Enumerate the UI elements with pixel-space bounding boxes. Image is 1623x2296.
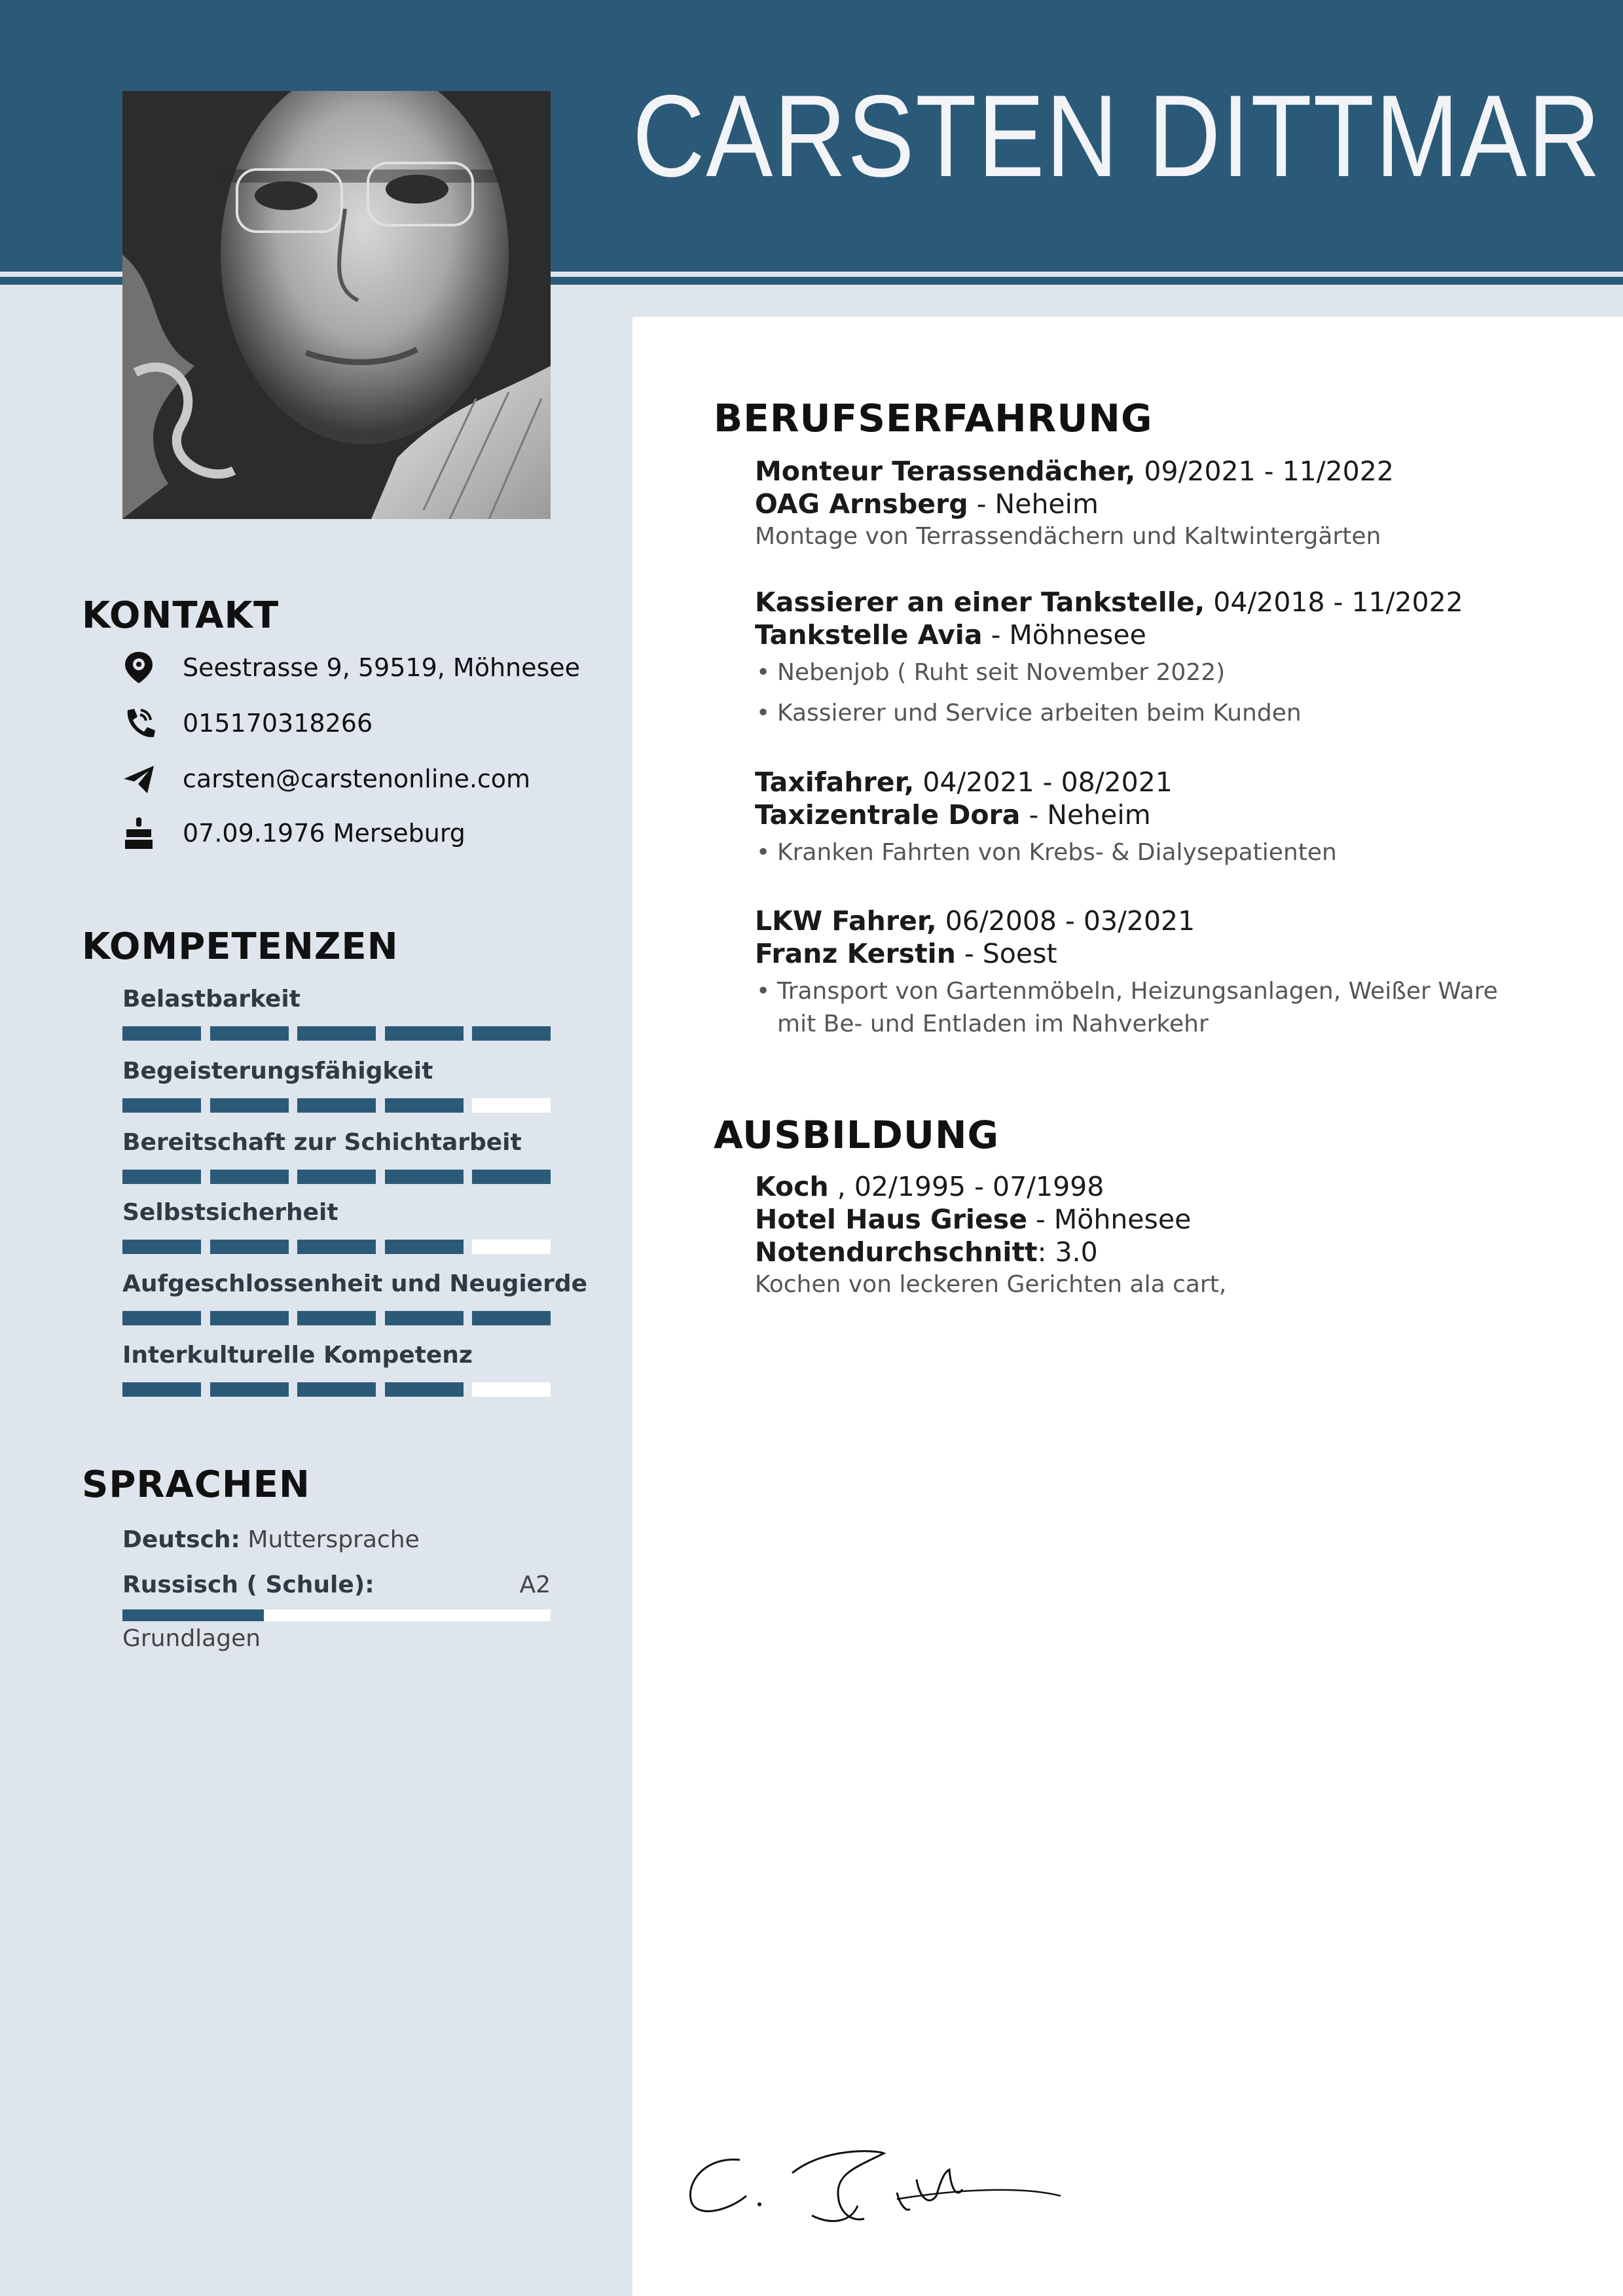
skill-label: Interkulturelle Kompetenz: [122, 1342, 473, 1369]
grade-label: Notendurchschnitt: [755, 1236, 1038, 1268]
skill-segment: [472, 1170, 551, 1184]
skill-label: Selbstsicherheit: [122, 1199, 338, 1226]
experience-entry: [755, 586, 1527, 738]
grade-value: : 3.0: [1037, 1236, 1098, 1268]
job-bullet: • Nebenjob ( Ruht seit November 2022): [755, 656, 1527, 689]
job-bullet: • Transport von Gartenmöbeln, Heizungsanlagen, Weißer Ware mit Be- und Entladen im Nahverkehr: [755, 975, 1527, 1041]
skills-heading: KOMPETENZEN: [82, 925, 399, 968]
experience-entry: [755, 455, 1527, 553]
skill-segment: [385, 1311, 464, 1325]
skill-segment: [472, 1382, 551, 1397]
skill-segment: [297, 1026, 376, 1041]
skill-label: Belastbarkeit: [122, 986, 301, 1013]
birthday-cake-icon: [122, 815, 155, 852]
phone-text: 015170318266: [183, 709, 373, 738]
skill-label: Bereitschaft zur Schichtarbeit: [122, 1129, 522, 1156]
address-text: Seestrasse 9, 59519, Möhnesee: [183, 653, 581, 682]
experience-heading: BERUFSERFAHRUNG: [714, 396, 1153, 440]
job-company: Taxizentrale Dora: [755, 799, 1021, 831]
job-title: Kassierer an einer Tankstelle,: [755, 586, 1205, 618]
skill-rating-bar: [122, 1098, 551, 1113]
job-company: Tankstelle Avia: [755, 619, 983, 651]
skill-segment: [297, 1170, 376, 1184]
education-heading: AUSBILDUNG: [714, 1113, 1000, 1157]
skill-segment: [122, 1382, 201, 1397]
job-dates: 04/2018 - 11/2022: [1205, 586, 1463, 618]
language-russian: [122, 1571, 551, 1598]
contact-heading: KONTAKT: [82, 594, 280, 637]
paper-plane-icon: [122, 761, 155, 797]
job-bullet: • Kranken Fahrten von Krebs- & Dialysepatienten: [755, 836, 1527, 869]
job-company: Franz Kerstin: [755, 938, 956, 969]
skill-rating-bar: [122, 1240, 551, 1254]
job-dates: 06/2008 - 03/2021: [936, 905, 1195, 937]
job-bullets: [755, 656, 1527, 730]
education-location: - Möhnesee: [1027, 1204, 1192, 1235]
skill-segment: [297, 1240, 376, 1254]
language-level-fill: [122, 1609, 264, 1621]
skill-rating-bar: [122, 1311, 551, 1325]
skill-label: Aufgeschlossenheit und Neugierde: [122, 1270, 588, 1297]
skill-segment: [472, 1240, 551, 1254]
skill-segment: [297, 1382, 376, 1397]
skill-segment: [210, 1240, 289, 1254]
contact-phone: [122, 705, 607, 744]
job-location: - Möhnesee: [982, 619, 1146, 651]
job-bullets: [755, 836, 1527, 869]
language-name: Russisch ( Schule):: [122, 1571, 374, 1598]
skill-segment: [385, 1240, 464, 1254]
education-dates: , 02/1995 - 07/1998: [828, 1171, 1104, 1202]
job-bullets: [755, 975, 1527, 1041]
profile-photo: [122, 91, 551, 519]
language-german: [122, 1526, 551, 1553]
skill-item: [122, 1342, 551, 1369]
skill-segment: [210, 1170, 289, 1184]
job-title: Taxifahrer,: [755, 766, 915, 798]
portrait-image: [122, 91, 551, 519]
skill-segment: [472, 1098, 551, 1113]
skill-segment: [122, 1170, 201, 1184]
skill-segment: [297, 1311, 376, 1325]
skill-segment: [122, 1026, 201, 1041]
job-company: OAG Arnsberg: [755, 488, 968, 520]
skill-segment: [385, 1170, 464, 1184]
skill-rating-bar: [122, 1382, 551, 1397]
education-description: Kochen von leckeren Gerichten ala cart,: [755, 1271, 1227, 1298]
experience-entry: [755, 766, 1527, 877]
job-location: - Neheim: [968, 488, 1099, 520]
language-note: Grundlagen: [122, 1625, 261, 1652]
education-company: Hotel Haus Griese: [755, 1204, 1028, 1235]
job-description: Montage von Terrassendächern und Kaltwintergärten: [755, 523, 1381, 550]
language-value: Muttersprache: [247, 1526, 420, 1553]
job-location: - Soest: [955, 938, 1057, 969]
skill-segment: [472, 1026, 551, 1041]
skill-item: [122, 1129, 551, 1156]
skill-item: [122, 986, 551, 1013]
skill-segment: [122, 1098, 201, 1113]
skill-segment: [385, 1098, 464, 1113]
skill-segment: [385, 1382, 464, 1397]
skill-segment: [210, 1026, 289, 1041]
skill-segment: [385, 1026, 464, 1041]
skill-item: [122, 1270, 588, 1297]
education-entry: [755, 1170, 1527, 1301]
education-title: Koch: [755, 1171, 829, 1202]
language-name: Deutsch:: [122, 1526, 240, 1553]
skill-segment: [210, 1382, 289, 1397]
birth-text: 07.09.1976 Merseburg: [183, 819, 465, 848]
skill-rating-bar: [122, 1170, 551, 1184]
contact-birth: [122, 815, 607, 854]
languages-heading: SPRACHEN: [82, 1463, 310, 1506]
language-level: A2: [519, 1571, 551, 1598]
email-text: carsten@carstenonline.com: [183, 764, 531, 793]
signature: [681, 2134, 1074, 2238]
skill-segment: [122, 1240, 201, 1254]
skill-rating-bar: [122, 1026, 551, 1041]
skill-label: Begeisterungsfähigkeit: [122, 1058, 433, 1085]
job-bullet: • Kassierer und Service arbeiten beim Kunden: [755, 697, 1527, 730]
language-level-bar: [122, 1609, 551, 1621]
job-dates: 09/2021 - 11/2022: [1135, 456, 1394, 487]
skill-segment: [210, 1098, 289, 1113]
job-dates: 04/2021 - 08/2021: [914, 766, 1173, 798]
location-pin-icon: [122, 649, 155, 686]
skill-item: [122, 1058, 551, 1085]
experience-entry: [755, 905, 1527, 1049]
skill-segment: [122, 1311, 201, 1325]
job-location: - Neheim: [1020, 799, 1151, 831]
skill-segment: [297, 1098, 376, 1113]
contact-address: [122, 649, 607, 689]
job-title: Monteur Terassendächer,: [755, 456, 1136, 487]
skill-segment: [210, 1311, 289, 1325]
job-title: LKW Fahrer,: [755, 905, 937, 937]
phone-icon: [122, 705, 155, 742]
skill-item: [122, 1199, 551, 1226]
skill-segment: [472, 1311, 551, 1325]
candidate-name: CARSTEN DITTMAR: [632, 71, 1602, 201]
contact-email: [122, 761, 607, 800]
